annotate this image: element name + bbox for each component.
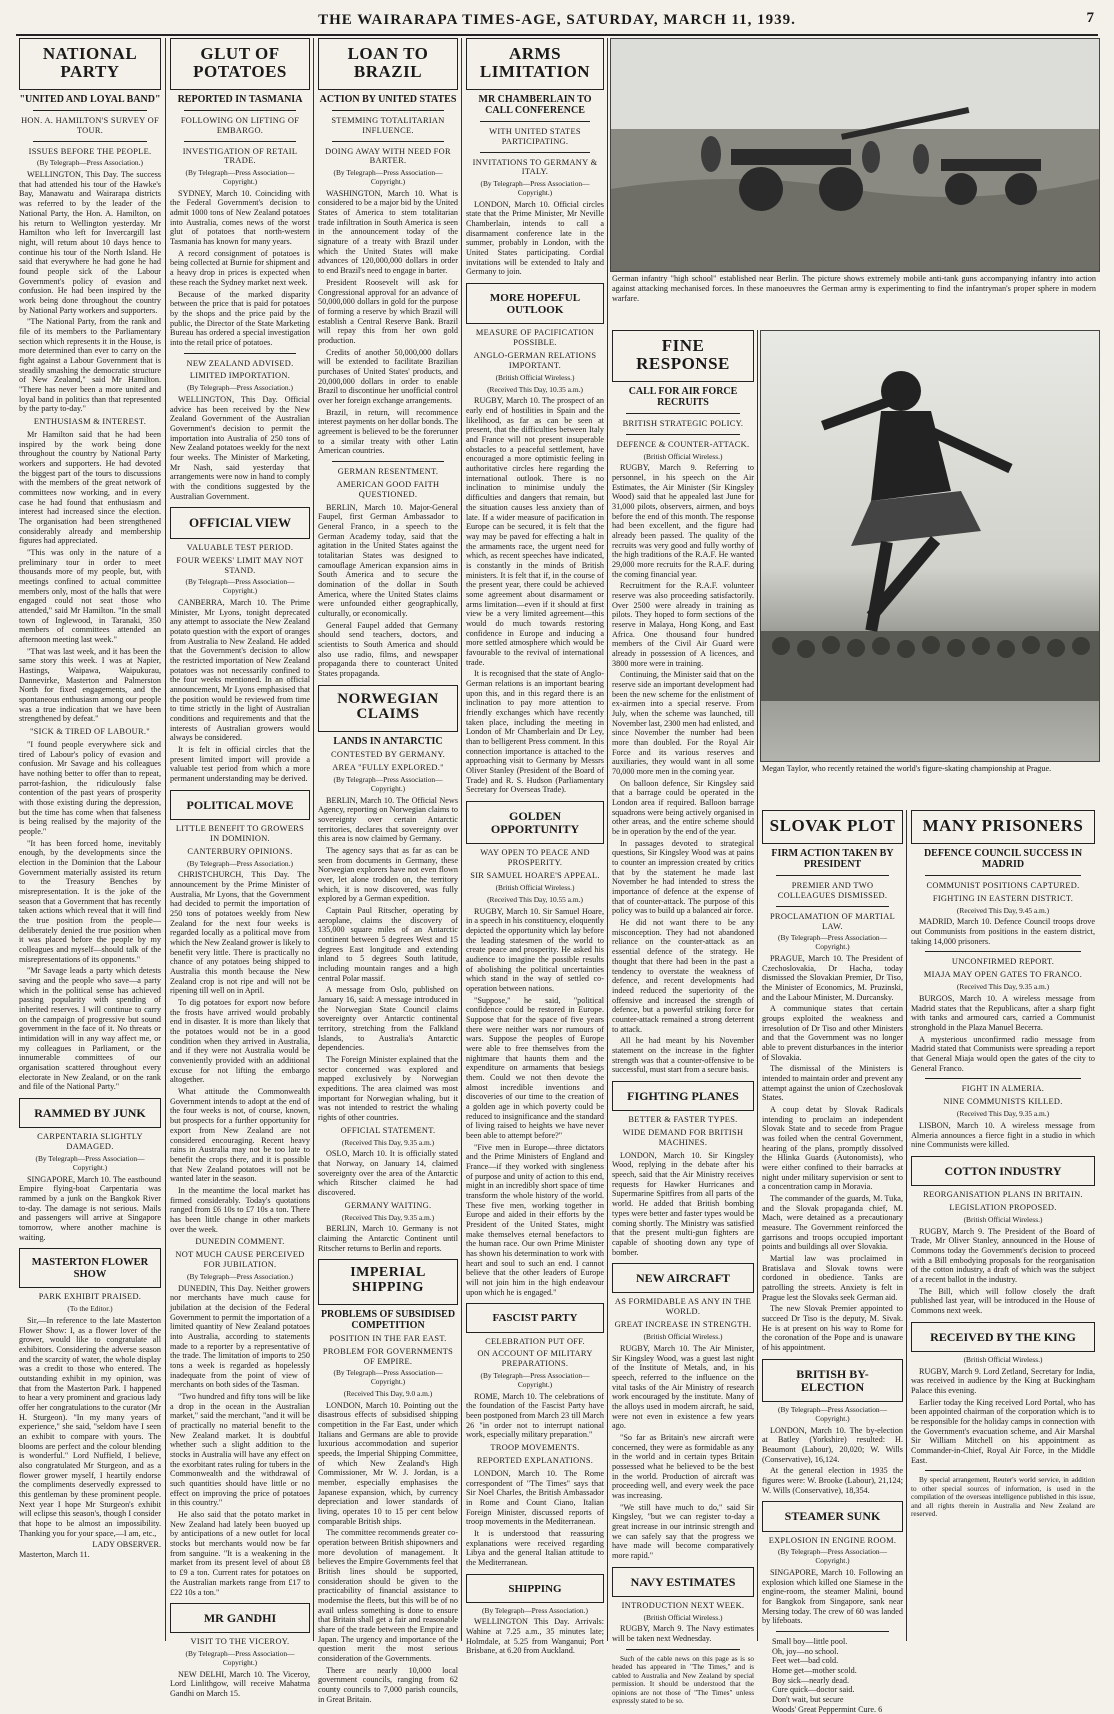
verse-line: Cure quick—doctor said. [772, 1685, 855, 1695]
paragraph: "This was only in the nature of a preliminary tour in order to meet thousands more of my people, but, with meetings confined to actual committee members only, most of the halls that were engaged could not seat those who attended," said Mr Hamilton. "In the small town of Inglewood, in Taranaki, 350 members of committees attended an afternoon meeting last week." [19, 547, 161, 644]
dateline: (British Official Wireless.) [963, 1354, 1043, 1364]
column-7 [908, 810, 1098, 1641]
reuters-note: By special arrangement, Reuter's world service, in addition to other special sources of information, is used in the compilation of the overseas intelligence published in this issue, and all rights therein in Australia and New Zealand are reserved. [911, 1476, 1095, 1519]
section-head: NEW ZEALAND ADVISED. [186, 358, 294, 368]
article-fascist-party [466, 1303, 604, 1332]
deck: VISIT TO THE VICEROY. [190, 1637, 290, 1647]
column-rule [313, 38, 314, 1641]
dateline: (British Official Wireless.) [643, 1612, 723, 1622]
paragraph: RUGBY, March 10. The Air Minister, Sir Kingsley Wood, was a guest last night of the Institute of Metals, and, in his speech, referred to the influence on the vital tasks of the Air Ministry of research work encouraged by the institute. Many of the alloys used in modern aircraft, he said, were not even in existence a few years ago. [612, 1343, 754, 1431]
deck: INVITATIONS TO GERMANY & ITALY. [472, 157, 598, 177]
article-flower-show [19, 1248, 161, 1288]
headline: BRITISH BY-ELECTION [796, 1366, 869, 1394]
deck: ON ACCOUNT OF MILITARY PREPARATIONS. [477, 1349, 593, 1369]
paragraph: MADRID, March 10. Defence Council troops drove out Communists from positions in the eastern district, taking 14,000 prisoners. [911, 917, 1095, 946]
column-rule [607, 38, 608, 1641]
deck: MEASURE OF PACIFICATION POSSIBLE. [475, 328, 595, 348]
dateline: (By Telegraph—Press Association—Copyright.) [480, 1371, 590, 1389]
paragraph: It is felt in official circles that the present limited import will provide a valuable test period from which a more permanent understanding may be derived. [170, 745, 310, 784]
dateline: (British Official Wireless.) [495, 883, 575, 893]
dateline: (Received This Day, 9.35 a.m.) [341, 1212, 435, 1222]
photo-illustration [761, 331, 1099, 761]
paragraph: RUGBY, March 9. The Navy estimates will be taken next Wednesday. [612, 1624, 754, 1644]
paragraph: RUGBY, March 9. The President of the Board of Trade, Mr Oliver Stanley, announced in the House of Commons today the Government's decision to proceed with a Bill embodying proposals for the reorganisation of the cotton industry, a draft of which was the subject of a recent ballot in the industry. [911, 1226, 1095, 1284]
deck: PREMIER AND TWO COLLEAGUES DISMISSED. [777, 880, 888, 900]
dateline: (By Telegraph—Press Association—Copyright.) [35, 1154, 145, 1172]
deck: DEFENCE & COUNTER-ATTACK. [616, 439, 750, 449]
paragraph: LONDON, March 10. Sir Kingsley Wood, replying in the debate after his speech, said that the Air Ministry receives requests for Hawker Hurricanes and Supermarine Spitfires from all parts of the world. He added that British bombing types were better and faster types would be coming shortly. The Ministry was satisfied that the present multi-gun fighters are capable of shooting down any type of bomber. [612, 1150, 754, 1257]
times-note: Such of the cable news on this page as is so headed has appeared in "The Times," and is cabled to Australia and New Zealand by special permission. It should be understood that the opinions are not those of "The Times" unless expressly stated to be so. [612, 1654, 754, 1706]
deck: HON. A. HAMILTON'S SURVEY OF TOUR. [21, 115, 159, 135]
dateline: (By Telegraph—Press Association.) [187, 1271, 293, 1281]
subheadline: LANDS IN ANTARCTIC [333, 736, 443, 748]
paragraph: A record consignment of potatoes is being collected at Burnie for shipment and a heavy drop in prices is expected when these reach the Sydney market next week. [170, 248, 310, 287]
column-rule [757, 330, 758, 1641]
paragraph: BERLIN, March 10. The Official News Agency, reporting on Norwegian claims to sovereignty over certain Antarctic territories, declares that sovereignty over this area is now claimed by Germany. [318, 795, 458, 844]
article-hopeful-outlook [466, 283, 604, 324]
paragraph: General Faupel added that Germany should send teachers, doctors, and scientists to South America and should also use radio, films, and newspaper propaganda there to counteract United States propaganda. [318, 620, 458, 679]
paragraph: LONDON, March 10. Official circles state that the Prime Minister, Mr Neville Chamberlain, intends to call a disarmament conference late in the summer, probably in London, with the United States participating. Cordial invitations will be extended to Italy and Germany to join. [466, 199, 604, 277]
column-rule [165, 38, 166, 1641]
dateline: (Received This Day, 10.35 a.m.) [487, 384, 583, 394]
deck: CARPENTARIA SLIGHTLY DAMAGED. [37, 1132, 143, 1152]
article-fighting-planes [612, 1081, 754, 1111]
deck: EXPLOSION IN ENGINE ROOM. [768, 1535, 897, 1545]
deck: INVESTIGATION OF RETAIL TRADE. [182, 146, 298, 166]
deck: ANGLO-GERMAN RELATIONS IMPORTANT. [473, 351, 597, 371]
article-many-prisoners [911, 810, 1095, 844]
deck: DOING AWAY WITH NEED FOR BARTER. [325, 146, 451, 166]
paragraph: Sir,—In reference to the late Masterton Flower Show: I, as a flower lover of the grower, would like to congratulate all exhibitors. Considering the adverse season and the scarcity of water, the whole display was a credit to those who entered. The outstanding exhibit in my opinion, was that from the Masterton Park. I happened to hear a very prominent and gracious lady offer her congratulations to the curator (Mr H. Sturgeon). "In my many years of experience," she said, "seldom have I seen an exhibit to compare with yours. The blooms are perfect and the colour blending is wonderful." Lord Nuffield, I believe, also congratulated Mr Sturgeon, and as a flower grower myself, I heartily endorse the compliments deservedly expressed to this gentleman by these prominent people. Next year I hope Mr Sturgeon's exhibit will eclipse this season's, though I consider that hope to be almost an impossibility. Thanking you for your space,—I am, etc., [19, 1316, 161, 1538]
paragraph: On balloon defence, Sir Kingsley said that a barrage could be operated in the London area if required. Balloon barrage squadrons were being actively organised in other areas, and the entire scheme should be in operation by the end of the year. [612, 778, 754, 837]
deck: MIAJA MAY OPEN GATES TO FRANCO. [923, 970, 1083, 980]
dateline: (British Official Wireless.) [963, 1214, 1043, 1224]
article-glut-of-potatoes [170, 38, 310, 90]
paragraph: At the general election in 1935 the figures were: W. Brooke (Labour), 21,124; W. Wills (Conservative), 18,354. [762, 1466, 903, 1495]
paragraph: The dismissal of the Ministers is intended to maintain order and prevent any attempt against the union of Czechoslovak States. [762, 1064, 903, 1103]
dateline: (By Telegraph—Press Association—Copyright.) [778, 1547, 887, 1566]
paragraph: RUGBY, March 9. Lord Zetland, Secretary for India, was received in audience by the King at Buckingham Palace this evening. [911, 1366, 1095, 1395]
deck: CELEBRATION PUT OFF. [485, 1336, 585, 1346]
column-4 [463, 38, 607, 1656]
article-golden-opportunity [466, 801, 604, 844]
article-political-move [170, 790, 310, 820]
subheadline: "UNITED AND LOYAL BAND" [19, 93, 161, 105]
paragraph: WELLINGTON This Day. Arrivals: Wahine at 7.25 a.m., 35 minutes late; Holmdale, at 5.25 from Wanganui; Port Brisbane, at 6.20 from Auckland. [466, 1617, 604, 1656]
paragraph: Continuing, the Minister said that on the reserve side an important development had been the new scheme for the enlistment of ex-airmen into a special reserve. From July, when the scheme was launched, till November last, 2300 men had enlisted, and since November the number had been more than doubled. For the Royal Air Force and its various reserves and auxiliaries, they would want in all some 70,000 more men in the coming year. [612, 670, 754, 777]
headline: GOLDEN OPPORTUNITY [490, 808, 580, 837]
paragraph: RUGBY, March 10. The prospect of an early end of hostilities in Spain and the likelihood, as far as can be seen at present, that the difficulties between Italy and France will not present insuperable obstacles to a peaceful settlement, have encouraged a more optimistic feeling in authoritative circles here regarding the international outlook. There is no inclination to minimise unduly the difficulties and dangers that remain, but the situation causes less anxiety than of late. If a wider measure of pacification in Europe can be secured, it is felt that the way may be paved for effecting a halt in the armaments race, the urgent need for which, as recent speeches have indicated, is constantly in the minds of British ministers. It is felt that if, in the course of the present year, there could be achieved some agreement about disarmament or arms limitation—even if it should at first view be a very limited agreement—this would do much towards restoring confidence in Europe and inducing a more settled atmosphere which would be favourable to the revival of international trade. [466, 396, 604, 667]
subheadline: DEFENCE COUNCIL SUCCESS IN MADRID [923, 847, 1083, 870]
article-fine-response [612, 330, 754, 382]
deck: COMMUNIST POSITIONS CAPTURED. [926, 880, 1080, 890]
photo-anti-tank-guns [610, 38, 1100, 272]
deck: SIR SAMUEL HOARE'S APPEAL. [470, 871, 600, 881]
headline: STEAMER SUNK [784, 1509, 881, 1524]
deck: STEMMING TOTALITARIAN INFLUENCE. [331, 115, 445, 135]
advert-verse [762, 1637, 903, 1714]
deck: WITH UNITED STATES PARTICIPATING. [489, 126, 581, 146]
signature-date: Masterton, March 11. [19, 1550, 90, 1560]
article-british-by-election [762, 1359, 903, 1402]
paragraph: It is recognised that the state of Anglo-German relations is an important bearing upon this, and in this regard there is an inclination to pay more attention to friendly exchanges which have recently taken place, including the meeting in London of Mr Chamberlain and Dr Ley, than to belligerent Press comment. In this connection importance is attached to the approaching visit to Germany by Messrs Oliver Stanley (President of the Board of Trade) and R. S. Hudson (Parliamentary Secretary for Overseas Trade). [466, 669, 604, 795]
paragraph: ROME, March 10. The celebrations of the foundation of the Fascist Party have been postponed from March 23 till March 26 "in order not to interrupt national work, especially military preparation." [466, 1391, 604, 1440]
dateline: (By Telegraph—Press Association—Copyright.) [185, 1649, 295, 1667]
paragraph: BURGOS, March 10. A wireless message from Madrid states that the Republicans, after a sharp fight with tanks and armoured cars, carried a Communist stronghold in the Plaza Manuel Becerra. [911, 993, 1095, 1032]
deck: BRITISH STRATEGIC POLICY. [622, 418, 744, 428]
headline: MASTERTON FLOWER SHOW [31, 1257, 149, 1280]
photo-caption: German infantry "high school" established near Berlin. The picture shows extremely mobile anti-tank guns accompanying infantry into action against attacking mechanised forces. In these manoeuvres the German army is experimenting to find the infantryman's proper sphere in modern warfare. [612, 274, 1096, 303]
paragraph: SYDNEY, March 10. Coinciding with the Federal Government's decision to admit 1000 tons of New Zealand potatoes into Australia, comes news of the worst glut of potatoes that north-western Tasmania has known for many years. [170, 188, 310, 247]
article-national-party [19, 38, 161, 90]
paragraph: BERLIN, March 10. Germany is not claiming the Antarctic Continent until Ritscher returns to Berlin and reports. [318, 1224, 458, 1253]
paragraph: "The National Party, from the rank and file of its members to the Parliamentary section which represents it in the House, is more determined than ever to carry on the fight against a Labour Government that is steadily smashing the democratic structure of New Zealand," said Mr Hamilton. "There has never been a more united and loyal band in politics than that represented by the party to-day." [19, 317, 161, 414]
deck: NINE COMMUNISTS KILLED. [943, 1097, 1063, 1107]
paragraph: "I found people everywhere sick and tired of Labour's policy of evasion and confusion. Mr Savage and his colleagues have nothing better to offer than to repeat, parrot-fashion, the ridiculously false contention of the past years of prosperity with those existing during the depression, but the time has come when that falseness is being realised by the majority of the people." [19, 739, 161, 836]
headline: OFFICIAL VIEW [189, 515, 291, 531]
section-head: OFFICIAL STATEMENT. [340, 1125, 436, 1135]
section-head: TROOP MOVEMENTS. [490, 1443, 580, 1453]
paragraph: Earlier today the King received Lord Portal, who has been appointed chairman of the corporation which is to be responsible for the holiday camps in connection with the Government's evacuation scheme, and Air Marshal Sir William Mitchell on his appointment as Commander-in-Chief, Royal Air Force, in the Middle East. [911, 1397, 1095, 1465]
headline: SHIPPING [508, 1582, 562, 1595]
deck: BETTER & FASTER TYPES. [628, 1115, 738, 1125]
subheadline: PROBLEMS OF SUBSIDISED COMPETITION [320, 1308, 456, 1331]
dateline: (Received This Day, 10.55 a.m.) [487, 894, 583, 904]
verse-line: Feet wet—bad cold. [772, 1656, 839, 1666]
paragraph: "Suppose," he said, "political confidence could be restored in Europe. Suppose that for the space of five years there were neither wars nor rumours of wars. Suppose the peoples of Europe were able to free themselves from the nightmare that haunts them and the expenditure on armaments that besiegs them. Could we not then devote the almost incredible inventions and discoveries of our time to the creation of a golden age in which poverty could be reduced to insignificance and the standard of living raised to heights we have never been able to attempt before?" [466, 995, 604, 1140]
headline: GLUT OF POTATOES [193, 44, 287, 81]
deck: LEGISLATION PROPOSED. [949, 1202, 1057, 1212]
article-shipping [466, 1574, 604, 1603]
paragraph: The new Slovak Premier appointed to succeed Dr Tiso is the deputy, M. Sivak. He is at present on his way to Rome for the coronation of the Pope and is unaware of his appointment. [762, 1304, 903, 1353]
article-rammed-by-junk [19, 1098, 161, 1128]
dateline: (Received This Day, 9.35 a.m.) [956, 1109, 1050, 1119]
headline: ARMS LIMITATION [479, 44, 591, 81]
photo-megan-taylor [760, 330, 1100, 762]
paragraph: What attitude the Commonwealth Government intends to adopt at the end of the four weeks is not, of course, known, but prospects for a further opportunity for export from New Zealand are not considered encouraging. Recent heavy rains in Australia may not be too late to benefit the crops there, and it is possible that New Zealand potatoes will not be wanted later in the season. [170, 1087, 310, 1184]
section-head: ENTHUSIASM & INTEREST. [33, 416, 147, 426]
paragraph: "Mr Savage leads a party which detests saving and the people who save—a party which in the political sense has achieved passing popularity with spending of inherited reserves. I will continue to carry on the campaign of progressive but sound government in the face of it. No threats or intimidation will in any way affect me, or my colleagues in Parliament, or the innumerable committees of our organisation scattered throughout every electorate in New Zealand, or on the rank and file of the National Party." [19, 966, 161, 1092]
dateline: (By Telegraph—Press Association—Copyright.) [333, 1368, 443, 1387]
dateline: (British Official Wireless.) [643, 451, 723, 461]
headline: MR GANDHI [203, 1611, 277, 1626]
paragraph: President Roosevelt will ask for Congressional approval for an advance of 50,000,000 dollars in gold for the purpose of forming a reserve by which Brazil will establish a Central Reserve Bank. Brazil will repay this from her own gold production. [318, 277, 458, 345]
paragraph: The Foreign Minister explained that the sector concerned was explored and mapped exclusively by Norwegian expeditions. The area claimed was most important for Norwegian whaling, but it was not intended to restrict the whaling rights of other countries. [318, 1054, 458, 1123]
dateline: (Received This Day, 9.35 a.m.) [341, 1137, 435, 1147]
deck: PROBLEM FOR GOVERNMENTS OF EMPIRE. [322, 1346, 454, 1366]
paragraph: He also said that the potato market in New Zealand had lately been buoyed up by anticipations of a new outlet for local stocks but merchants would now be far from sanguine. "It is a weakening in the market from its present level of about £8 to £9 a ton. Current rates for potatoes on the Australian markets range from £17 to £22 10s a ton." [170, 1510, 310, 1597]
article-mr-gandhi [170, 1603, 310, 1633]
deck: WAY OPEN TO PEACE AND PROSPERITY. [480, 848, 590, 868]
article-slovak-plot [762, 810, 903, 844]
deck: INTRODUCTION NEXT WEEK. [621, 1600, 745, 1610]
headline: NEW AIRCRAFT [635, 1271, 731, 1286]
dateline: (By Telegraph—Press Association—Copyright.) [480, 179, 590, 198]
dateline: (To the Editor.) [67, 1304, 113, 1314]
section-head: GERMANY WAITING. [344, 1200, 432, 1210]
headline: RAMMED BY JUNK [34, 1106, 146, 1121]
paragraph: "Two hundred and fifty tons will be like a drop in the ocean in the Australian market," said the merchant, "and it will be of practically no material benefit to the New Zealand market. It is doubtful whether such a slight addition to the stocks in Australia will have any effect on the exorbitant rates ruling for tubers in the Commonwealth and the withdrawal of such quantities should have little or no effect on improving the price of potatoes in this country." [170, 1392, 310, 1508]
headline: LOAN TO BRAZIL [347, 44, 429, 81]
paragraph: The agency says that as far as can be seen from documents in Germany, these Norwegian explorers have not even flown over, let alone trodden on, the territory which, it is now discovered, was fully explored by a German expedition. [318, 845, 458, 904]
deck: LITTLE BENEFIT TO GROWERS IN DOMINION. [175, 823, 305, 843]
paragraph: "We still have much to do," said Sir Kingsley, "but we can register to-day a great increase in our intrinsic strength and we can safely say that the progress we have made will become comparatively more rapid." [612, 1502, 754, 1560]
deck: PROCLAMATION OF MARTIAL LAW. [769, 911, 896, 931]
paragraph: BERLIN, March 10. Major-General Faupel, first German Ambassador to General Franco, in a speech to the German Academy today, said that the agitation in the United States against the totalitarian States was designed to camouflage American expansion aims in South America and to secure the domination of the dollar in South America, where the United States claims were unfounded either geographically, culturally, or economically. [318, 502, 458, 619]
article-official-view [170, 507, 310, 538]
section-head: UNCONFIRMED REPORT. [951, 957, 1055, 967]
column-1 [16, 38, 164, 1641]
paragraph: To dig potatoes for export now before the frosts have arrived would probably end in disaster. It is more than likely that the potatoes would not be in a good condition when they arrived in Australia, and if they were not Australia would be conveniently provided with an additional excuse for not lifting the embargo altogether. [170, 998, 310, 1085]
paragraph: He did not want there to be any misconception. They had not abandoned reliance on the counter-attack as an essential defence of the strategy. He thought that there had been in the past a tendency to overstate the weakness of defence, and recent developments had indeed reduced the superiority of the offensive and increased the strength of defence, but a powerful striking force for counter-attack remained a strong deterrent to attack. [612, 918, 754, 1034]
paragraph: The commander of the guards, M. Tuka, and the Slovak propaganda chief, M. Mach, were detained as a precautionary measure. The Government reinforced the garrisons and troops occupied important points and buildings all over Slovakia. [762, 1194, 903, 1252]
paragraph: "It has been forced home, inevitably enough, by the developments since the election in the Dominion that the Labour Government materially assisted its return to the Treasury Benches by misrepresentation. It is the joke of the season that a Government that has recently taken actions which reveal that it will find the true position from the people—deliberately denied the true position when it was placed before the people by my colleagues and myself—should talk of the misrepresentations of its opponents." [19, 838, 161, 964]
paragraph: In passages devoted to strategical questions, Sir Kingsley Wood was at pains to counter an impression created by critics that by the statement he made last November he had intended to stress the importance of defence at the expense of that of counter-attack. The purpose of this policy was to build up a balanced air force. [612, 838, 754, 916]
headline: FASCIST PARTY [492, 1312, 578, 1325]
article-arms-limitation [466, 38, 604, 90]
dateline: (By Telegraph—Press Association—Copyright.) [778, 933, 887, 952]
masthead-title: THE WAIRARAPA TIMES-AGE, SATURDAY, MARCH 11, 1939. [318, 12, 796, 28]
verse-line: Small boy—little pool. [772, 1636, 848, 1646]
headline: RECEIVED BY THE KING [930, 1329, 1076, 1344]
paragraph: A message from Oslo, published on January 16, said: A message introduced in the Norwegian State Council claims sovereignty over Antarctic continental territory, stretching from the Falkland Islands, to Australia's Antarctic dependencies. [318, 985, 458, 1053]
paragraph: LONDON, March 10. The by-election at Batley (Yorkshire) resulted: H. Beaumont (Labour), 20,020; W. Wills (Conservative), 16,124. [762, 1425, 903, 1464]
column-3 [315, 38, 461, 1704]
subheadline: CALL FOR AIR FORCE RECRUITS [628, 385, 738, 408]
deck: REPORTED EXPLANATIONS. [476, 1455, 594, 1465]
dateline: (By Telegraph—Press Association—Copyright.) [185, 577, 295, 596]
column-rule [461, 38, 462, 1641]
verse-line: Home get—mother scold. [772, 1665, 857, 1675]
headline: FINE RESPONSE [636, 336, 730, 373]
paragraph: WELLINGTON, This Day. Official advice has been received by the New Zealand Government of the Australian Government's decision to permit the importation into Australia of 250 tons of New Zealand potatoes weekly for the next four weeks. The Minister of Marketing, Mr Nash, said yesterday that arrangements were now in hand to comply with the conditions suggested by the Australian Government. [170, 395, 310, 501]
article-navy-estimates [612, 1567, 754, 1597]
article-cotton-industry [911, 1156, 1095, 1186]
dateline: (By Telegraph—Press Association.) [187, 383, 293, 393]
subheadline: MR CHAMBERLAIN TO CALL CONFERENCE [478, 93, 592, 116]
paragraph: "Five men in Europe—three dictators and the Prime Ministers of England and France—if they worked with singleness of purpose and unity of action to this end, might in an incredibly short space of time transform the whole history of the world. These five men, working together in Europe and aided in their efforts by the President of the United States, might make themselves eternal benefactors to the human race. Our own Prime Minister has shown his determination to work with heart and soul to such an end. I cannot believe that the other leaders of Europe will not join him in the high endeavour upon which he is engaged." [466, 1142, 604, 1297]
paragraph: Brazil, in return, will recommence interest payments on her dollar bonds. The agreement is believed to be the forerunner to a similar treaty with other Latin American countries. [318, 407, 458, 456]
deck: NOT MUCH CAUSE PERCEIVED FOR JUBILATION. [175, 1250, 305, 1270]
deck: FOLLOWING ON LIFTING OF EMBARGO. [180, 115, 300, 135]
dateline: (British Official Wireless.) [643, 1332, 723, 1342]
headline: IMPERIAL SHIPPING [350, 1265, 426, 1296]
paragraph: A mysterious unconfirmed radio message from Madrid stated that Communists were spreading a report that General Miaja would open the gates of the city to General Franco. [911, 1034, 1095, 1073]
deck: FOUR WEEKS' LIMIT MAY NOT STAND. [176, 555, 304, 575]
paragraph: CANBERRA, March 10. The Prime Minister, Mr Lyons, tonight deprecated any attempt to associate the New Zealand potato question with the export of oranges from Australia to New Zealand. He added that the Government's decision to allow the restricted importation of New Zealand potatoes was not necessarily confined to the four weeks mentioned. In an official announcement, Mr Lyons emphasised that the position would be reviewed from time to time strictly in the light of Australian conditions and requirements and that the interests of Australian growers would always be considered. [170, 597, 310, 743]
deck: REORGANISATION PLANS IN BRITAIN. [923, 1190, 1083, 1200]
article-imperial-shipping [318, 1259, 458, 1304]
paragraph: A communique states that certain groups exploited the weakness and irresolution of Dr Tiso and other Ministers and that the Government was no longer able to prevent disturbances in the interior of Slovakia. [762, 1004, 903, 1062]
deck: CANTERBURY OPINIONS. [187, 846, 293, 856]
deck: GREAT INCREASE IN STRENGTH. [614, 1320, 752, 1330]
paragraph: Because of the marked disparity between the price that is paid for potatoes by the shops and the price paid by the public, the Director of the State Marketing Bureau has ordered a special investigation into the retail price of potatoes. [170, 289, 310, 347]
paragraph: Captain Paul Ritscher, operating by aeroplane, claims the discovery of 135,000 square miles of an Antarctic continent between 5 degrees West and 15 degrees East longitude and extending inland to 5 degrees South latitude, including mountain ranges and a high central Polar massif. [318, 905, 458, 983]
column-2 [167, 38, 313, 1699]
dateline: (Received This Day, 9.35 a.m.) [956, 982, 1050, 992]
headline: SLOVAK PLOT [769, 816, 896, 835]
deck: POSITION IN THE FAR EAST. [329, 1333, 447, 1343]
headline: NORWEGIAN CLAIMS [337, 690, 439, 723]
dateline: (Received This Day, 9.45 a.m.) [956, 905, 1050, 915]
masthead [16, 6, 1098, 36]
verse-line: Boy sick—nearly dead. [772, 1675, 850, 1685]
headline: NATIONAL PARTY [42, 44, 138, 81]
deck: FIGHTING IN EASTERN DISTRICT. [932, 893, 1074, 903]
deck: LIMITED IMPORTATION. [189, 371, 291, 381]
deck: AMERICAN GOOD FAITH QUESTIONED. [336, 479, 440, 499]
dateline: (By Telegraph—Press Association.) [37, 158, 143, 168]
paragraph: The committee recommends greater co-operation between British shipowners and more devolution of management. It believes the Empire Governments feel that British lines should be supported, consideration should be given to the practicability of financial assistance to modernise the fleets, but this will be of no avail unless something is done to ensure that Britain shall get a fair and reasonable share of the trade between the Empire and Japan. The urgency and importance of the question merit the most serious consideration of the Governments. [318, 1528, 458, 1664]
paragraph: There are nearly 10,000 local government councils, ranging from 62 county councils to 7,000 parish councils, in Great Britain. [318, 1665, 458, 1704]
headline: NAVY ESTIMATES [630, 1574, 736, 1589]
headline: MANY PRISONERS [922, 816, 1084, 835]
paragraph: LONDON, March 10. The Rome correspondent of "The Times" says that Sir Noel Charles, the British Ambassador in Rome and Count Ciano, Italian Foreign Minister, discussed reports of troop movements in the Mediterranean. [466, 1468, 604, 1527]
paragraph: RUGBY, March 10. Sir Samuel Hoare, in a speech in his constituency, eloquently depicted the opportunity which lay before the leading statesmen of the world to create peace and prosperity. He asked his audience to imagine the possible results of abolishing the political uncertainties which stand in the way of settled co-operation between nations. [466, 906, 604, 993]
paragraph: SINGAPORE, March 10. The eastbound Empire flying-boat Carpentaria was rammed by a junk on the Bangkok River to-day. The damage is not serious. Mails and passengers will arrive at Singapore tomorrow, where another machine is waiting. [19, 1174, 161, 1242]
paragraph: Credits of another 50,000,000 dollars will be extended to facilitate Brazilian purchases of United States' products, and 20,000,000 dollars in order to enable Brazil to discontinue her unofficial control over her foreign exchange arrangements. [318, 347, 458, 405]
paragraph: WASHINGTON, March 10. What is considered to be a major bid by the United States of America to stem totalitarian trade infiltration in South America is seen in the announcement today of the signature of a treaty with Brazil under which the United States will make advances of 120,000,000 dollars in order to end Brazil's need to engage in barter. [318, 188, 458, 276]
headline: MORE HOPEFUL OUTLOOK [489, 292, 581, 317]
subheadline: ACTION BY UNITED STATES [319, 93, 457, 105]
article-steamer-sunk [762, 1501, 903, 1531]
article-new-aircraft [612, 1263, 754, 1293]
subheadline: REPORTED IN TASMANIA [177, 93, 303, 105]
page-number: 7 [1086, 10, 1094, 26]
paragraph: "That was last week, and it has been the same story this week. I was at Napier, Hastings, Waipawa, Waipukurau, Dannevirke, Masterton and Palmerston North for fixed engagements, and the spontaneous enthusiasm among our people was a true indication that we have been strengthened by defeat." [19, 646, 161, 724]
deck: ISSUES BEFORE THE PEOPLE. [28, 146, 152, 156]
photo-caption: Megan Taylor, who recently retained the world's figure-skating championship at Prague. [762, 764, 1052, 773]
headline: POLITICAL MOVE [186, 797, 294, 812]
dateline: (By Telegraph—Press Association.) [482, 1605, 588, 1615]
dateline: (British Official Wireless.) [495, 372, 575, 382]
paragraph: PRAGUE, March 10. The President of Czechoslovakia, Dr Hacha, today dismissed the Slovakian Premier, Dr Tiso, the Minister of Economics, M. Pruzinski, and the Labour Minister, M. Durcansky. [762, 953, 903, 1002]
dateline: (Received This Day, 9.0 a.m.) [343, 1388, 433, 1398]
paragraph: Martial law was proclaimed in Bratislava and Slovak towns were cordoned in obedience. Tanks are patrolling the streets. Anxiety is felt in Prague lest the Slovaks seek German aid. [762, 1254, 903, 1302]
deck: AREA "FULLY EXPLORED." [332, 763, 444, 773]
photo-illustration [611, 39, 1099, 271]
paragraph: LONDON, March 10. Pointing out the disastrous effects of subsidised shipping competition in the Far East, under which Italians and Germans are able to provide luxurious accommodation and superior speeds, the Imperial Shipping Committee, of which New Zealand's High Commissioner, Mr W. J. Jordan, is a member, especially emphasises the Japanese expansion, which, by currency depreciation and lower standards of living, operates 10 to 15 per cent below comparable British ships. [318, 1400, 458, 1526]
dateline: (By Telegraph—Press Association—Copyright.) [333, 775, 443, 793]
column-rule [906, 810, 907, 1641]
dateline: (By Telegraph—Press Association—Copyright.) [333, 168, 443, 187]
paragraph: A coup detat by Slovak Radicals intending to proclaim an independent Slovak State and to secede from Prague was foiled when the central Government, hearing of the plans, promptly dissolved the Hlinka Guards (Autonomists), who were either confined to their barracks at night under military supervision or sent to a concentration camp in Moravia. [762, 1105, 903, 1192]
verse-line: Oh, joy—no school. [772, 1646, 839, 1656]
column-5 [609, 330, 757, 1706]
paragraph: "So far as Britain's new aircraft were concerned, they were as formidable as any in the world and in certain types Britain possessed what he believed to be the best in the world. Production of aircraft was proceeding well, and every week the pace was increasing. [612, 1432, 754, 1500]
dateline: (By Telegraph—Press Association—Copyright.) [778, 1405, 887, 1423]
paragraph: RUGBY, March 9. Referring to personnel, in his speech on the Air Estimates, the Air Minister (Sir Kingsley Wood) said that he appealed last June for 31,000 pilots, observers, airmen, and boys before the end of this month. The response had been excellent, and the figure had already been passed. The quality of the recruits was very good and fully worthy of the high traditions of the R.A.F. He wanted 29,000 more recruits for the R.A.F. during the coming financial year. [612, 463, 754, 579]
paragraph: SINGAPORE, March 10. Following an explosion which killed one Siamese in the engine-room, the steamer Malini, bound for Bangkok from Singapore, sank near Mersing today. The crew of 60 was landed by lifeboats. [762, 1567, 903, 1626]
section-head: "SICK & TIRED OF LABOUR." [29, 727, 151, 736]
signature: LADY OBSERVER. [92, 1540, 161, 1550]
section-head: DUNEDIN COMMENT. [195, 1237, 285, 1247]
section-head: FIGHT IN ALMERIA. [961, 1084, 1045, 1094]
paragraph: In the meantime the local market has firmed considerably. Today's quotations ranged from £6 10s to £7 10s a ton. There has been little change in other markets over the week. [170, 1185, 310, 1234]
paragraph: CHRISTCHURCH, This Day. The announcement by the Prime Minister of Australia, Mr Lyons, that the Government had decided to permit the importation of 250 tons of potatoes weekly from New Zealand for the next four weeks is regarded locally as a political move from which the New Zealand grower is likely to benefit very little. There is practically no chance of any potatoes being shipped to Australia this month because the New Zealand crop is not ripe and will not be ripening till well on in April. [170, 870, 310, 996]
paragraph: The Bill, which will follow closely the draft published last year, will be introduced in the House of Commons next week. [911, 1286, 1095, 1315]
paragraph: DUNEDIN, This Day. Neither growers nor merchants have much cause for jubilation at the decision of the Federal Government to permit the importation of a limited quantity of New Zealand potatoes into Australia, according to statements made to a reporter by a representative of the trade. The limitation of imports to 250 tons a week is regarded as hopelessly inadequate from the point of view of merchants on both sides of the Tasman. [170, 1283, 310, 1390]
verse-line: Woods' Great Peppermint Cure. 6 [772, 1704, 883, 1714]
verse-line: Don't wait, but secure [772, 1694, 844, 1704]
paragraph: LISBON, March 10. A wireless message from Almeria announces a fierce fight in a studio in which nine Communists were killed. [911, 1120, 1095, 1150]
subheadline: FIRM ACTION TAKEN BY PRESIDENT [771, 847, 894, 870]
paragraph: It is understood that reassuring explanations were received regarding Libya and the general Italian attitude to the Mediterranean. [466, 1528, 604, 1567]
paragraph: NEW DELHI, March 10. The Viceroy, Lord Linlithgow, will receive Mahatma Gandhi on March 15. [170, 1669, 310, 1699]
article-norwegian-claims [318, 685, 458, 733]
deck: VALUABLE TEST PERIOD. [186, 542, 294, 552]
deck: PARK EXHIBIT PRAISED. [38, 1292, 142, 1302]
deck: CONTESTED BY GERMANY. [330, 750, 445, 760]
dateline: (By Telegraph—Press Association.) [187, 858, 293, 868]
paragraph: Mr Hamilton said that he had been inspired by the work being done throughout the country by National Party workers and supporters. He had devoted the biggest part of the tours to discussions with the members of the great network of committees now working, and in every case he had found that enthusiasm and interest had increased since the election. The organisation had been strengthened considerably already and membership figures had appreciated. [19, 429, 161, 546]
column-6 [759, 810, 906, 1714]
article-received-by-king [911, 1322, 1095, 1352]
headline: FIGHTING PLANES [627, 1088, 739, 1103]
paragraph: OSLO, March 10. It is officially stated that Norway, on January 14, claimed sovereignty over the area of the Antarctic which Ritscher claimed he had discovered. [318, 1149, 458, 1198]
section-head: GERMAN RESENTMENT. [337, 466, 439, 476]
deck: WIDE DEMAND FOR BRITISH MACHINES. [622, 1127, 744, 1147]
headline: COTTON INDUSTRY [944, 1163, 1062, 1178]
deck: AS FORMIDABLE AS ANY IN THE WORLD. [614, 1297, 752, 1317]
paragraph: WELLINGTON, This Day. The success that had attended his tour of the Hawke's Bay, Manawatu and Wairarapa districts was referred to by the leader of the National Party, the Hon. A. Hamilton, on his return to Wellington yesterday. Mr Hamilton who left for Invercargill last night, will return about 10 days hence to continue his tour of the North Island. He said that everywhere he had gone he had found people sick of the Labour Government's policy of evasion and confusion. He had been inspired by the work being done throughout the country by National Party workers and supporters. [19, 170, 161, 315]
article-loan-to-brazil [318, 38, 458, 90]
paragraph: All he had meant by his November statement on the increase in the fighter strength was that a counter-offensive to be successful, must start from a secure basis. [612, 1036, 754, 1075]
paragraph: Recruitment for the R.A.F. volunteer reserve was also proceeding satisfactorily. Over 2500 were already in training as pilots. They hoped to form sections of the reserve in Malaya, Hong Kong, and East Africa. One thousand four hundred members of the Civil Air Guard were already in possession of A licences, and 3800 more were in training. [612, 581, 754, 668]
dateline: (By Telegraph—Press Association—Copyright.) [185, 168, 295, 187]
